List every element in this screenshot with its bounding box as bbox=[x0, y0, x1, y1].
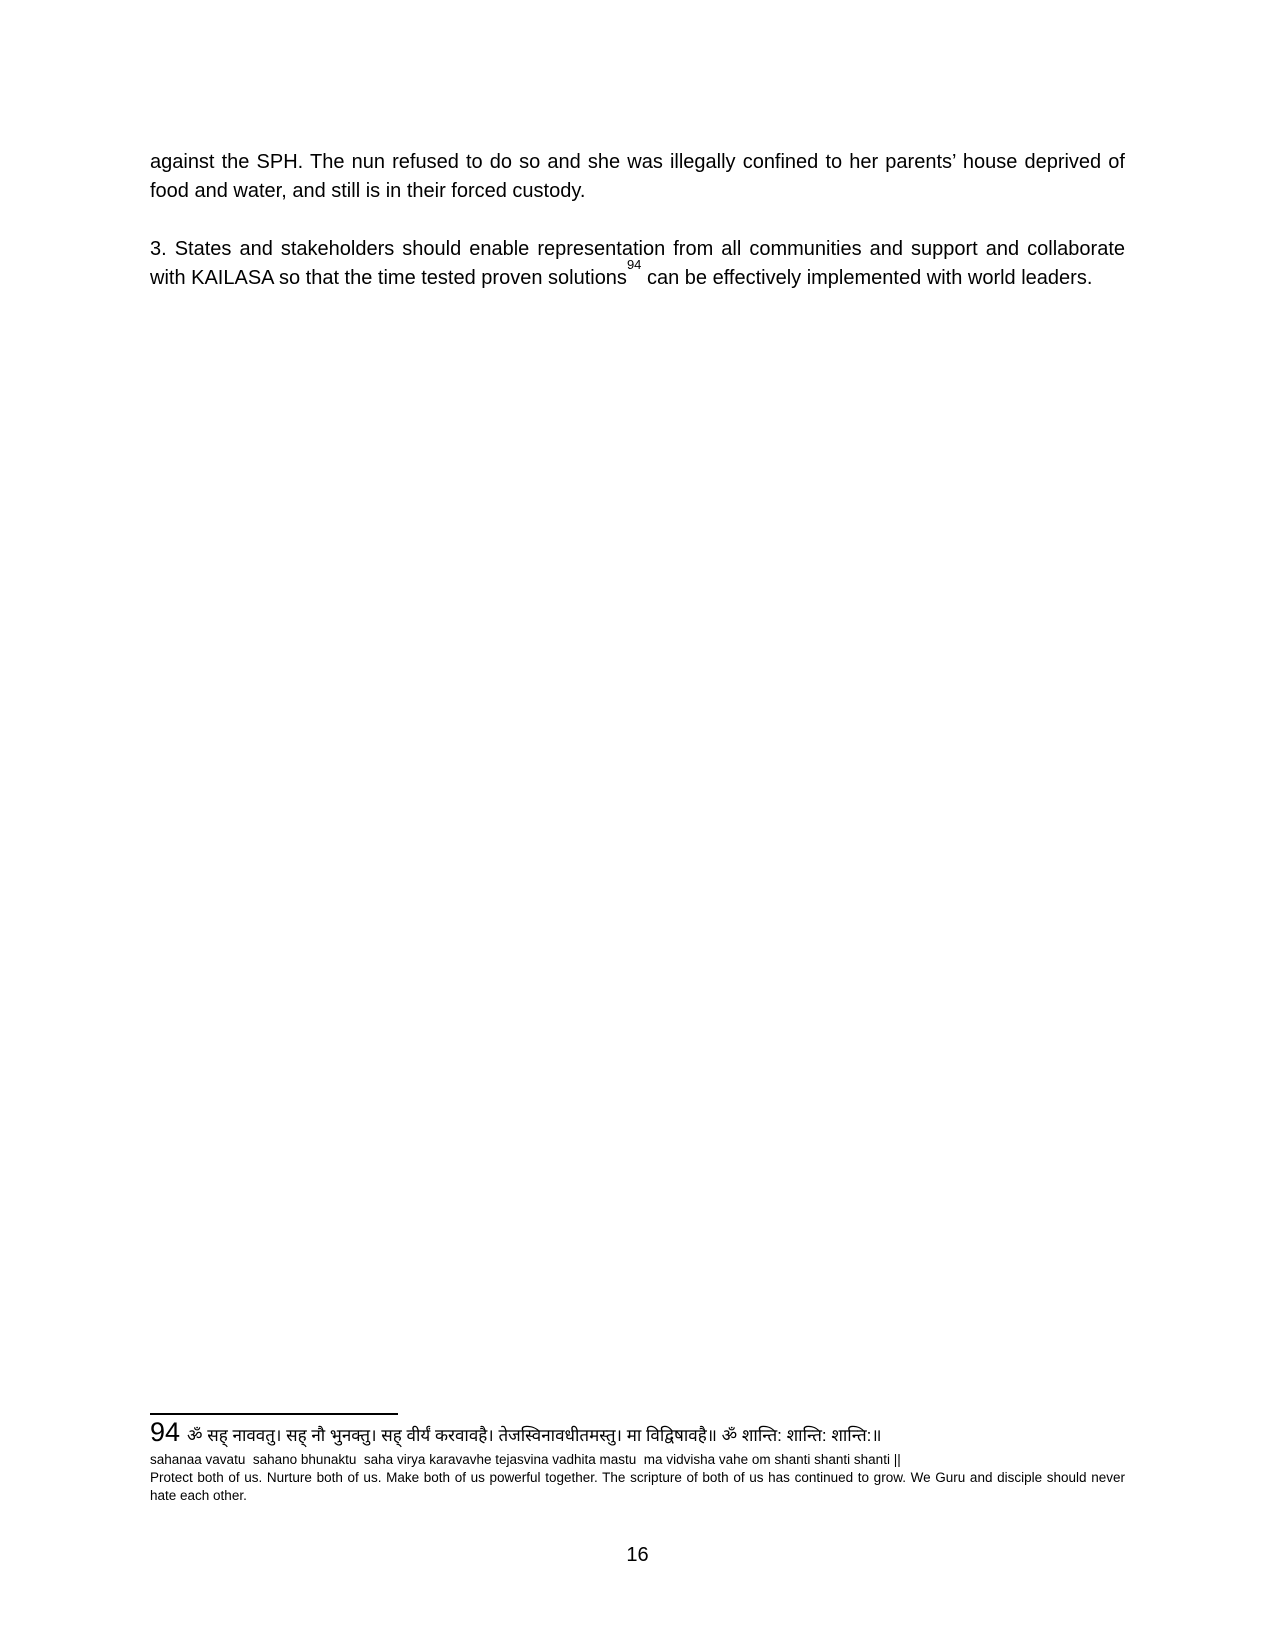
footnote-sanskrit-text: ॐ सह् नाववतु। सह् नौ भुनक्तु। सह् वीर्यं करवावहै। तेजस्विनावधीतमस्तु। मा विद्विषावहै॥ ॐ शान्ति: शान्ति: शान्ति:॥ bbox=[187, 1426, 882, 1445]
footnote-transliteration: sahanaa vavatu sahano bhunaktu saha virya karavavhe tejasvina vadhita mastu ma vidvisha vahe om shanti shanti shanti || bbox=[150, 1452, 901, 1467]
paragraph-2-text-before-ref: 3. States and stakeholders should enable representation from all communities and support and collaborate with KAILASA so that the time tested proven solutions bbox=[150, 238, 1125, 289]
paragraph-1: against the SPH. The nun refused to do so and she was illegally confined to her parents’ house deprived of food and water, and still is in their forced custody. bbox=[150, 151, 1125, 202]
footnote-separator-rule bbox=[150, 1413, 398, 1415]
footnote-section bbox=[150, 1413, 1125, 1505]
page-body bbox=[150, 148, 1125, 293]
footnote-sanskrit-line bbox=[150, 1417, 1125, 1451]
footnote-number: 94 bbox=[150, 1417, 181, 1447]
footnote-reference-94: 94 bbox=[626, 257, 642, 273]
paragraph-2-text-after-ref: can be effectively implemented with world leaders. bbox=[641, 267, 1093, 289]
footnote-translation: Protect both of us. Nurture both of us. Make both of us powerful together. The scripture of both of us has continued to grow. We Guru and disciple should never hate each other. bbox=[150, 1470, 1125, 1503]
page-number: 16 bbox=[626, 1544, 649, 1566]
paragraph-2 bbox=[150, 235, 1125, 293]
